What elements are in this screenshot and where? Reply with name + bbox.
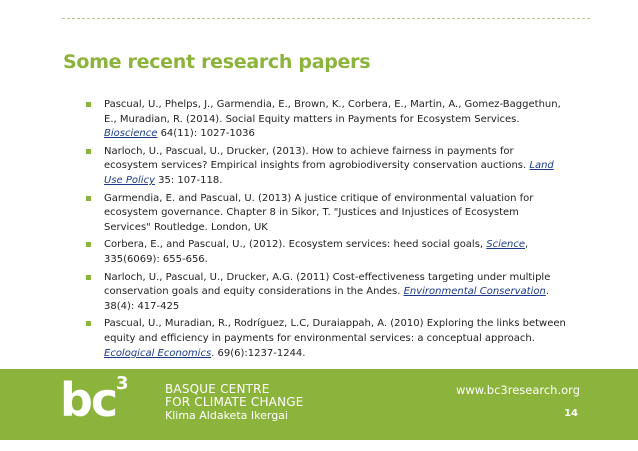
reference-item <box>86 271 566 315</box>
bullet-icon <box>86 275 91 280</box>
bullet-icon <box>86 149 91 154</box>
reference-citation: 35: 107-118. <box>154 174 223 186</box>
org-name-line1: BASQUE CENTRE <box>165 382 270 396</box>
website-link[interactable]: www.bc3research.org <box>455 383 580 397</box>
reference-text: Narloch, U., Pascual, U., Drucker, A.G. (2011) Cost-effectiveness targeting under multiple conservation goals and equity considerations in the Andes. <box>104 271 551 298</box>
reference-text: Narloch, U., Pascual, U., Drucker, (2013). How to achieve fairness in payments for ecosystem services? Empirical insights from agrobiodiversity conservation auctions. <box>104 145 530 172</box>
reference-text: Pascual, U., Phelps, J., Garmendia, E., Brown, K., Corbera, E., Martin, A., Gomez-Baggethun, E., Muradian, R. (2014). Social Equity matters in Payments for Ecosystem Services. <box>104 99 561 125</box>
journal-link[interactable]: Land Use Policy <box>104 160 554 186</box>
reference-citation: 64(11): 1027-1036 <box>157 128 255 140</box>
org-tagline: Klima Aldaketa Ikergai <box>165 409 288 422</box>
reference-item <box>86 98 566 142</box>
organization-name <box>165 383 304 422</box>
journal-link[interactable]: Bioscience <box>104 128 158 140</box>
top-divider <box>62 18 590 19</box>
journal-link[interactable]: Science <box>486 239 526 251</box>
journal-link[interactable]: Environmental Conservation <box>403 286 546 298</box>
page-number: 14 <box>564 408 578 419</box>
reference-text: Corbera, E., and Pascual, U., (2012). Ecosystem services: heed social goals, <box>104 239 487 251</box>
slide-title: Some recent research papers <box>63 51 371 73</box>
reference-item <box>86 145 566 189</box>
reference-citation: . 69(6):1237-1244. <box>211 347 306 359</box>
reference-citation: , 335(6069): 655-656. <box>104 239 529 265</box>
bullet-icon <box>86 242 91 247</box>
bullet-icon <box>86 321 91 326</box>
reference-text: Garmendia, E. and Pascual, U. (2013) A justice critique of environmental valuation for ecosystem governance. Chapter 8 in Sikor, T. "Justices and Injustices of Ecosystem Services" Routledge. London, UK <box>104 192 534 233</box>
reference-item <box>86 238 566 267</box>
logo-superscript: 3 <box>116 373 129 394</box>
logo-text: bc <box>60 373 117 427</box>
reference-item <box>86 317 566 361</box>
reference-list <box>86 98 566 364</box>
reference-item <box>86 192 566 236</box>
org-name-line2: FOR CLIMATE CHANGE <box>165 395 304 409</box>
reference-text: Pascual, U., Muradian, R., Rodríguez, L.C, Duraiappah, A. (2010) Exploring the links between equity and efficiency in payments for environmental services: a conceptual approach. <box>104 318 566 344</box>
bullet-icon <box>86 196 91 201</box>
bullet-icon <box>86 102 91 107</box>
reference-citation: . 38(4): 417-425 <box>104 286 550 312</box>
journal-link[interactable]: Ecological Economics <box>104 347 212 359</box>
